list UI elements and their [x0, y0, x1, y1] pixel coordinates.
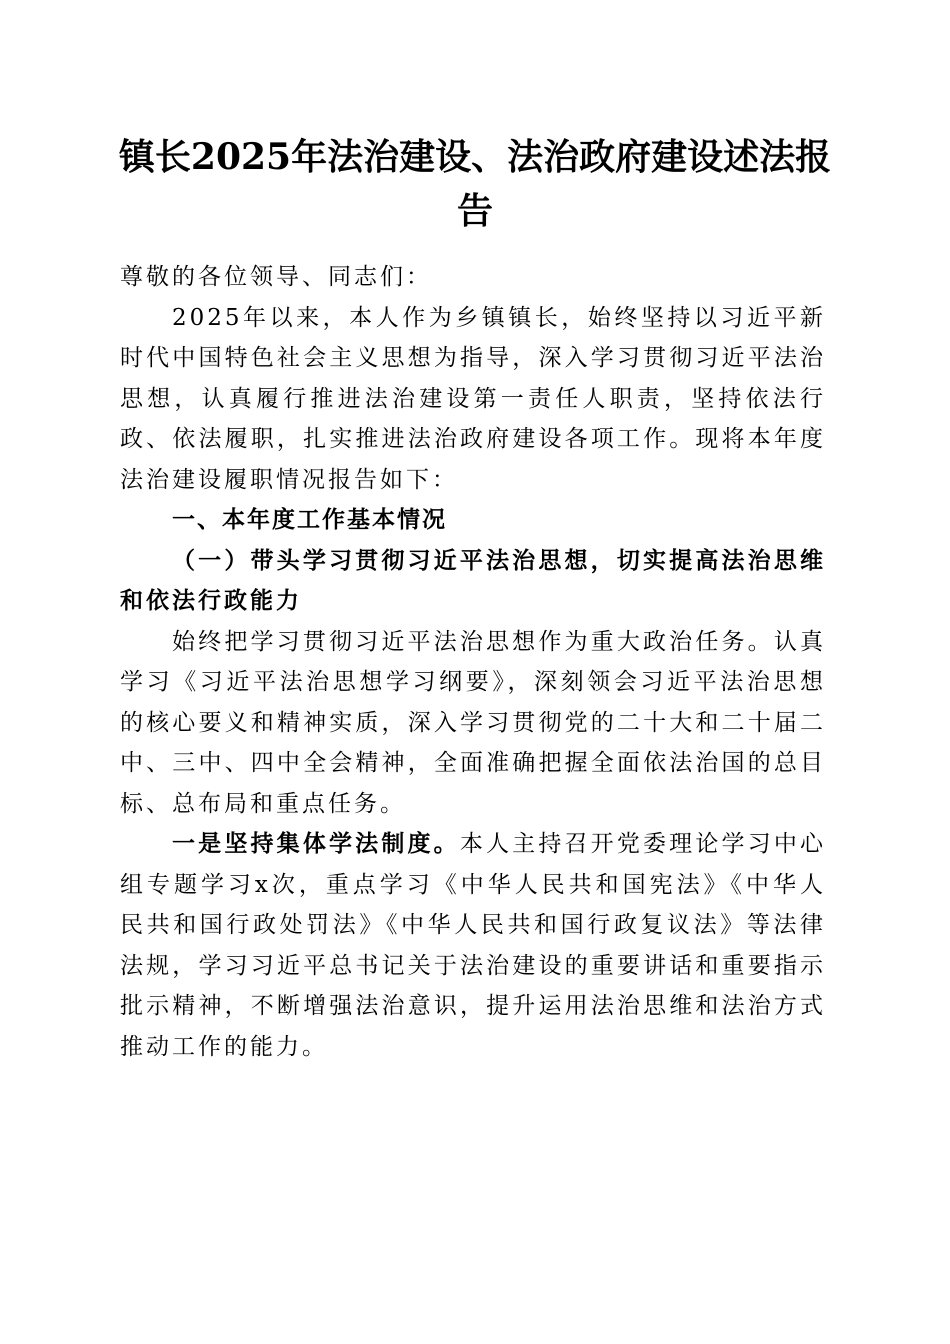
- paragraph-2-lead: 一是坚持集体学法制度。: [172, 830, 460, 857]
- subsection-heading-1: （一）带头学习贯彻习近平法治思想，切实提高法治思维和依法行政能力: [120, 546, 826, 614]
- salutation: 尊敬的各位领导、同志们：: [120, 264, 432, 290]
- document-body: [120, 257, 826, 1067]
- section-heading-1: 一、本年度工作基本情况: [172, 507, 447, 533]
- paragraph-1: 始终把学习贯彻习近平法治思想作为重大政治任务。认真学习《习近平法治思想学习纲要》，深刻领会习近平法治思想的核心要义和精神实质，深入学习贯彻党的二十大和二十届二中、三中、四中全会精神，全面准确把握全面依法治国的总目标、总布局和重点任务。: [120, 628, 826, 817]
- document-title: 镇长2025年法治建设、法治政府建设述法报告: [118, 136, 832, 232]
- paragraph-2-body: 本人主持召开党委理论学习中心组专题学习x次，重点学习《中华人民共和国宪法》《中华人民共和国行政处罚法》《中华人民共和国行政复议法》等法律法规，学习习近平总书记关于法治建设的重要讲话和重要指示批示精神，不断增强法治意识，提升运用法治思维和法治方式推动工作的能力。: [120, 831, 827, 1060]
- paragraph-2: [120, 824, 826, 1067]
- intro-paragraph: 2025年以来，本人作为乡镇镇长，始终坚持以习近平新时代中国特色社会主义思想为指导，深入学习贯彻习近平法治思想，认真履行推进法治建设第一责任人职责，坚持依法行政、依法履职，扎实推进法治政府建设各项工作。现将本年度法治建设履职情况报告如下：: [120, 304, 826, 493]
